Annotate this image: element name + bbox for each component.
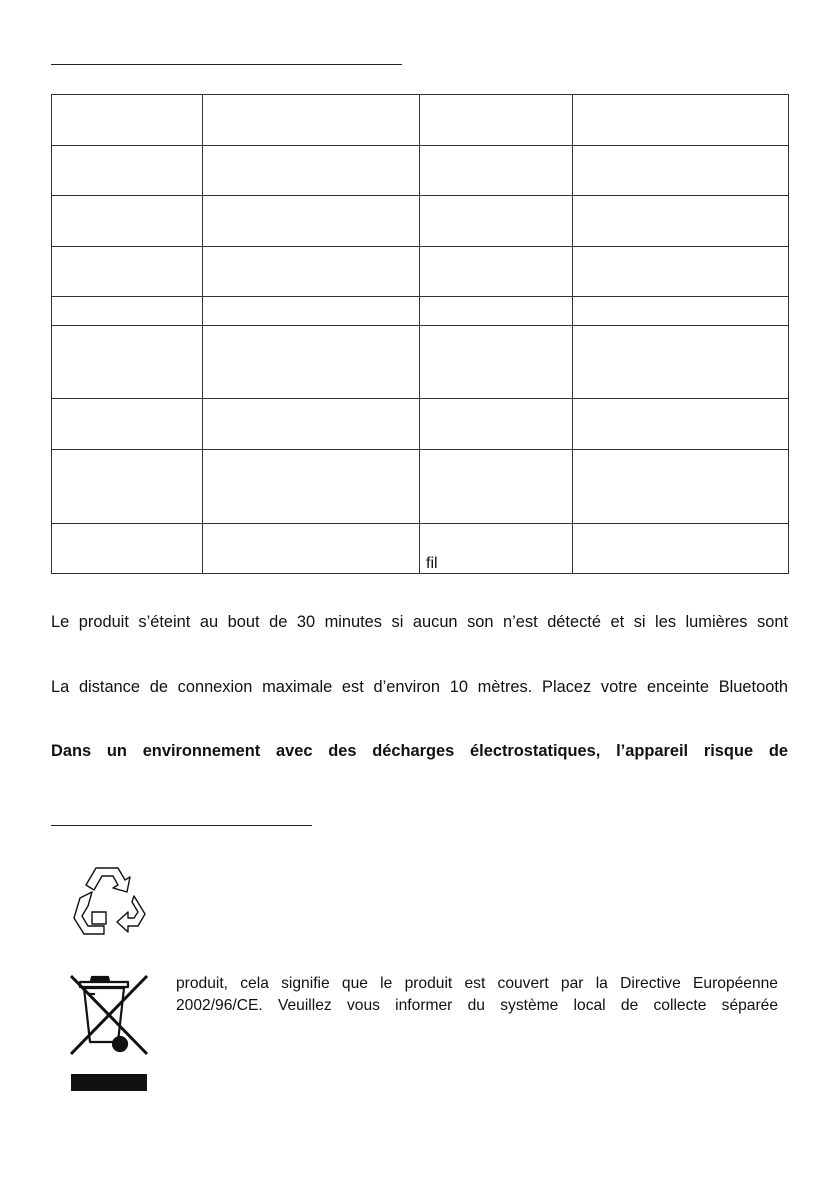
table-cell bbox=[203, 524, 420, 574]
table-cell bbox=[52, 146, 203, 196]
table-cell bbox=[52, 524, 203, 574]
specifications-table bbox=[51, 94, 789, 574]
table-row bbox=[52, 247, 789, 297]
table-cell: fil bbox=[420, 524, 573, 574]
section-heading-underline bbox=[51, 825, 312, 826]
table-row bbox=[52, 297, 789, 326]
table-cell bbox=[420, 297, 573, 326]
auto-off-paragraph: Le produit s’éteint au bout de 30 minutes si aucun son n’est détecté et si les lumières sont bbox=[51, 613, 788, 631]
weee-notice-line: 2002/96/CE. Veuillez vous informer du système local de collecte séparée bbox=[176, 997, 778, 1014]
table-cell bbox=[52, 247, 203, 297]
section-heading-underline bbox=[51, 64, 402, 65]
esd-warning-paragraph: Dans un environnement avec des décharges électrostatiques, l’appareil risque de bbox=[51, 742, 788, 760]
table-cell bbox=[203, 326, 420, 399]
table-cell bbox=[573, 524, 789, 574]
table-row bbox=[52, 524, 789, 574]
table-cell bbox=[573, 450, 789, 524]
table-cell bbox=[420, 450, 573, 524]
table-row bbox=[52, 146, 789, 196]
table-row bbox=[52, 399, 789, 450]
table-cell bbox=[203, 399, 420, 450]
table-cell bbox=[203, 146, 420, 196]
weee-notice-line: produit, cela signifie que le produit est couvert par la Directive Européenne bbox=[176, 975, 778, 992]
recycle-icon bbox=[72, 862, 150, 938]
table-row bbox=[52, 450, 789, 524]
table-cell bbox=[573, 399, 789, 450]
table-cell bbox=[573, 326, 789, 399]
table-cell bbox=[52, 297, 203, 326]
table-cell bbox=[420, 247, 573, 297]
table-cell bbox=[52, 399, 203, 450]
table-cell bbox=[203, 196, 420, 247]
connection-distance-paragraph: La distance de connexion maximale est d’environ 10 mètres. Placez votre enceinte Bluetooth bbox=[51, 678, 788, 696]
table-cell bbox=[420, 399, 573, 450]
table-cell bbox=[420, 196, 573, 247]
table-cell bbox=[203, 95, 420, 146]
table-cell bbox=[52, 196, 203, 247]
table-cell bbox=[203, 247, 420, 297]
table-cell bbox=[52, 326, 203, 399]
table-row bbox=[52, 326, 789, 399]
table-row bbox=[52, 95, 789, 146]
table-cell bbox=[52, 450, 203, 524]
table-cell bbox=[420, 146, 573, 196]
table-cell bbox=[573, 146, 789, 196]
table-cell bbox=[573, 247, 789, 297]
table-cell bbox=[203, 297, 420, 326]
table-cell bbox=[52, 95, 203, 146]
table-cell bbox=[420, 95, 573, 146]
table-cell bbox=[573, 196, 789, 247]
crossed-out-bin-icon bbox=[68, 972, 150, 1092]
table-row bbox=[52, 196, 789, 247]
table-cell bbox=[573, 297, 789, 326]
table-cell bbox=[573, 95, 789, 146]
table-cell bbox=[203, 450, 420, 524]
table-cell bbox=[420, 326, 573, 399]
